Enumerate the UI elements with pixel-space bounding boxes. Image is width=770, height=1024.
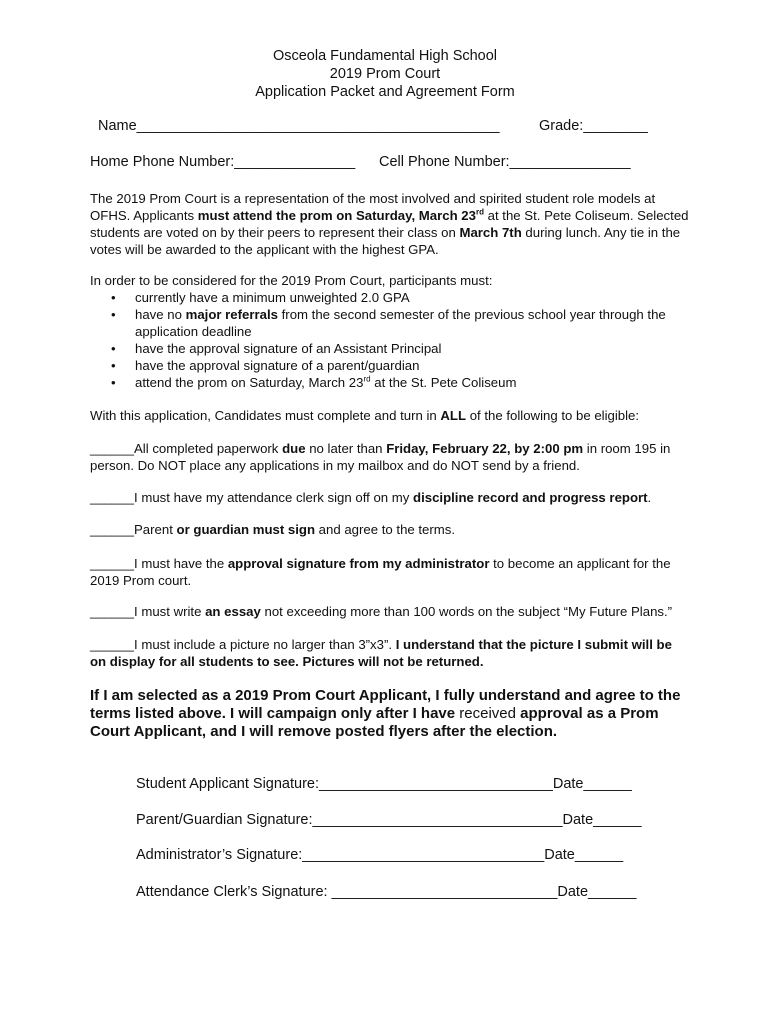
list-item: • have the approval signature of a parent/guardian xyxy=(135,357,690,374)
checklist-item-parent: ______Parent or guardian must sign and agree to the terms. xyxy=(90,522,456,537)
requirements-list xyxy=(90,289,690,391)
list-item: • attend the prom on Saturday, March 23rd at the St. Pete Coliseum xyxy=(135,374,690,391)
grade-field[interactable]: Grade:________ xyxy=(539,118,648,134)
student-signature-line[interactable]: Student Applicant Signature:_____________________________Date______ xyxy=(136,776,632,792)
checklist-item-paperwork: ______All completed paperwork due no later than Friday, February 22, by 2:00 pm in room 195 in person. Do NOT place any applications in my mailbox and do NOT send by a friend. xyxy=(90,441,671,473)
requirements-lead: In order to be considered for the 2019 Prom Court, participants must: xyxy=(90,273,493,288)
list-item: • currently have a minimum unweighted 2.0 GPA xyxy=(135,289,690,306)
checklist-item-administrator: ______I must have the approval signature from my administrator to become an applicant for the 2019 Prom court. xyxy=(90,556,671,588)
cell-phone-field[interactable]: Cell Phone Number:_______________ xyxy=(379,154,631,170)
administrator-signature-line[interactable]: Administrator’s Signature:______________________________Date______ xyxy=(136,847,624,863)
attendance-clerk-signature-line[interactable]: Attendance Clerk’s Signature: ____________________________Date______ xyxy=(136,884,637,900)
form-header xyxy=(0,47,770,101)
checklist-item-picture: ______I must include a picture no larger than 3”x3”. I understand that the picture I submit will be on display for all students to see. Pictures will not be returned. xyxy=(90,637,672,669)
checklist-item-attendance: ______I must have my attendance clerk sign off on my discipline record and progress report. xyxy=(90,490,652,505)
requirements-section xyxy=(90,272,690,391)
school-name: Osceola Fundamental High School xyxy=(272,48,498,64)
list-item: • have no major referrals from the second semester of the previous school year through the application deadline xyxy=(135,306,690,340)
name-field[interactable]: Name_____________________________________________ xyxy=(98,118,500,134)
list-item: • have the approval signature of an Assistant Principal xyxy=(135,340,690,357)
form-title: Application Packet and Agreement Form xyxy=(255,84,515,100)
checklist-lead: With this application, Candidates must complete and turn in ALL of the following to be eligible: xyxy=(90,408,640,423)
intro-paragraph: The 2019 Prom Court is a representation of the most involved and spirited student role models at OFHS. Applicants must attend the prom on Saturday, March 23rd at the St. Pete Coliseum. Selected students are voted on by their peers to represent their class on March 7th during lunch. Any tie in the votes will be awarded to the applicant with the highest GPA. xyxy=(90,191,689,257)
parent-signature-line[interactable]: Parent/Guardian Signature:_______________________________Date______ xyxy=(136,812,642,828)
agreement-statement: If I am selected as a 2019 Prom Court Applicant, I fully understand and agree to the terms listed above. I will campaign only after I have received approval as a Prom Court Applicant, and I will remove posted flyers after the election. xyxy=(90,687,681,740)
checklist-item-essay: ______I must write an essay not exceeding more than 100 words on the subject “My Future Plans.” xyxy=(90,604,673,619)
home-phone-field[interactable]: Home Phone Number:_______________ xyxy=(90,154,356,170)
event-title: 2019 Prom Court xyxy=(329,66,441,82)
